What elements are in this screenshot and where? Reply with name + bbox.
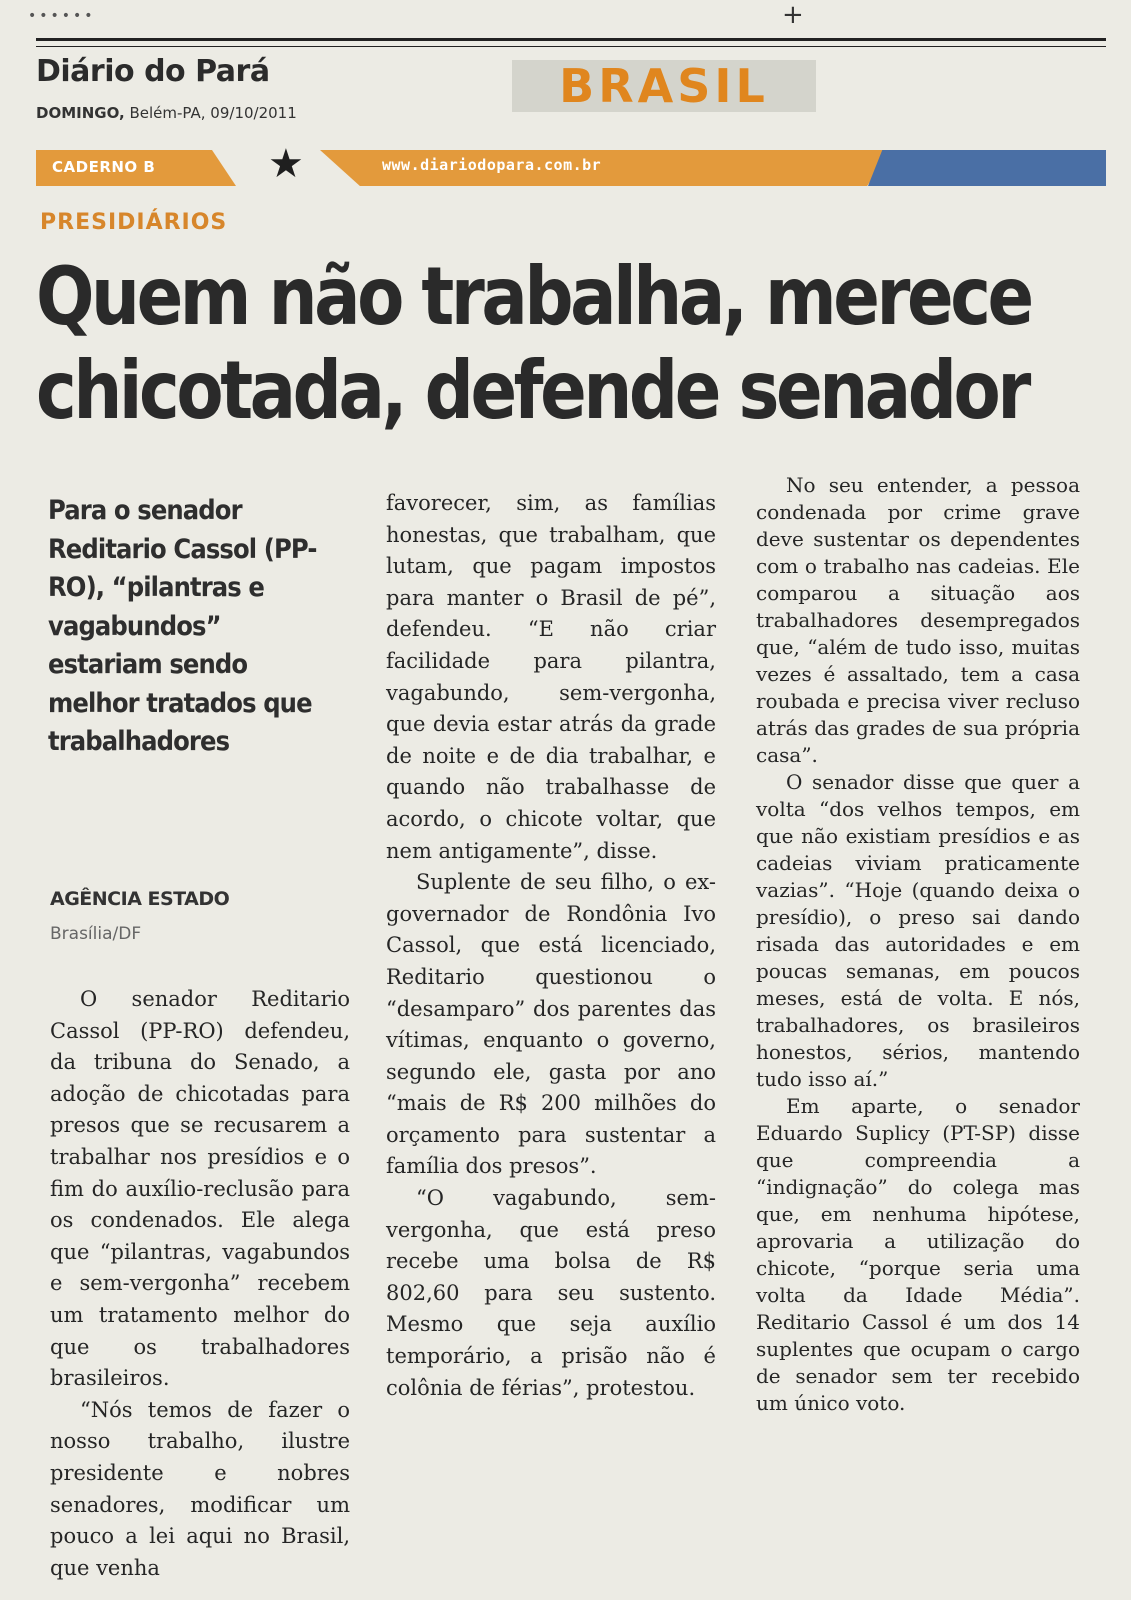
masthead: Diário do Pará (36, 54, 270, 89)
article-byline: AGÊNCIA ESTADO (50, 888, 230, 910)
paragraph: Suplente de seu filho, o ex-governador de Rondônia Ivo Cassol, que está licenciado, Reditario questionou o “desamparo” dos parentes das vítimas, enquanto o governo, segundo ele, gasta por ano “mais de R$ 200 milhões do orçamento para sustentar a família dos presos”. (386, 870, 716, 1179)
paragraph: Em aparte, o senador Eduardo Suplicy (PT-SP) disse que compreendia a “indignação” do colega mas que, em nenhuma hipótese, aprovaria a utilização do chicote, “porque seria uma volta da Idade Média”. Reditario Cassol é um dos 14 suplentes que ocupam o cargo de senador sem ter recebido um único voto. (756, 1094, 1080, 1415)
paragraph: favorecer, sim, as famílias honestas, que trabalham, que lutam, que pagam impostos para manter o Brasil de pé”, defendeu. “E não criar facilidade para pilantra, vagabundo, sem-vergonha, que devia estar atrás da grade de noite e de dia trabalhar, e quando não trabalhasse de acordo, o chicote voltar, que nem antigamente”, disse. (386, 491, 716, 863)
paragraph: O senador disse que quer a volta “dos velhos tempos, em que não existiam presídios e as cadeias viviam praticamente vazias”. “Hoje (quando deixa o presídio), o preso sai dando risada das autoridades e em poucas semanas, em poucos meses, está de volta. E nós, trabalhadores, os brasileiros honestos, sérios, mantendo tudo isso aí.” (756, 770, 1080, 1091)
headline-line-2: chicotada, defende senador (36, 344, 1028, 437)
website-label: www.diariodopara.com.br (382, 156, 602, 174)
top-rule-thin (36, 46, 1106, 47)
star-icon: ★ (268, 141, 304, 187)
paragraph: “O vagabundo, sem-vergonha, que está preso recebe uma bolsa de R$ 802,60 para seu sustento. Mesmo que seja auxílio temporário, a prisão não é colônia de férias”, protestou. (386, 1186, 716, 1400)
paragraph: O senador Reditario Cassol (PP-RO) defendeu, da tribuna do Senado, a adoção de chicotadas para presos que se recusarem a trabalhar nos presídios e o fim do auxílio-reclusão para os condenados. Ele alega que “pilantras, vagabundos e sem-vergonha” recebem um tratamento melhor do que os trabalhadores brasileiros. (50, 987, 350, 1391)
registration-marks: •••••• (28, 8, 96, 24)
dateline-day: DOMINGO, (36, 104, 125, 122)
blue-bar (868, 150, 1106, 186)
article-subhead: Para o senador Reditario Cassol (PP-RO), “pilantras e vagabundos” estariam sendo melhor tratados que trabalhadores (48, 495, 317, 757)
article-headline (36, 250, 1031, 438)
text-column-2 (386, 488, 716, 1404)
text-column-1 (50, 984, 350, 1584)
article-kicker: PRESIDIÁRIOS (40, 210, 228, 235)
crop-mark-icon: + (782, 0, 804, 30)
dateline-date: Belém-PA, 09/10/2011 (129, 104, 297, 122)
paragraph: No seu entender, a pessoa condenada por crime grave deve sustentar os dependentes com o trabalho nas cadeias. Ele comparou a situação aos trabalhadores desempregados que, “além de tudo isso, muitas vezes é assaltado, tem a casa roubada e precisa viver recluso atrás das grades de sua própria casa”. (756, 473, 1080, 767)
paragraph: “Nós temos de fazer o nosso trabalho, ilustre presidente e nobres senadores, modificar um pouco a lei aqui no Brasil, que venha (50, 1397, 350, 1580)
top-rule (36, 38, 1106, 41)
caderno-label: CADERNO B (52, 158, 156, 176)
headline-line-1: Quem não trabalha, merece (36, 250, 1031, 343)
dateline (36, 104, 297, 122)
section-title: BRASIL (512, 60, 816, 112)
article-place: Brasília/DF (50, 924, 142, 944)
text-column-3 (756, 472, 1080, 1417)
